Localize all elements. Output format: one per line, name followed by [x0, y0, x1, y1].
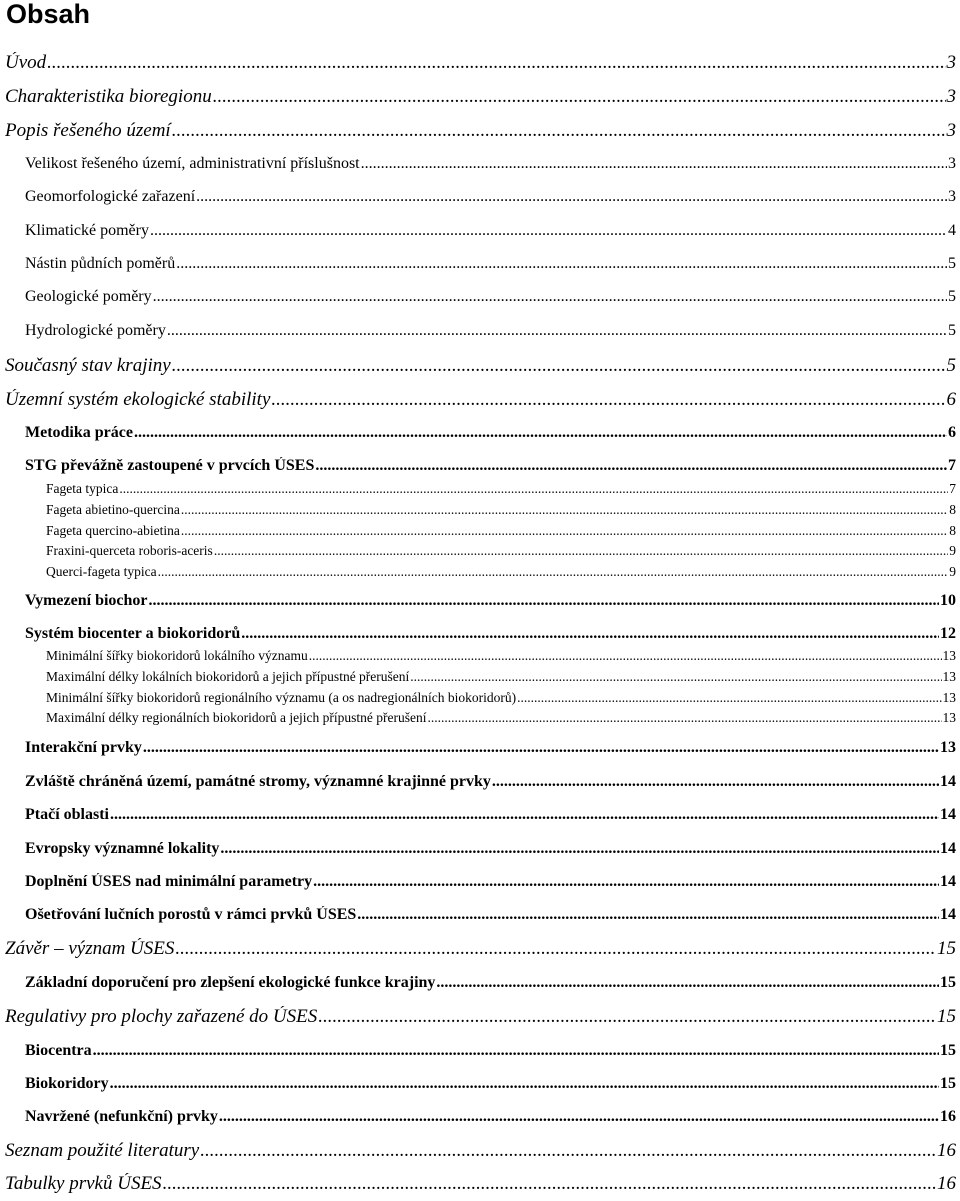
- toc-entry-page: 7: [949, 481, 956, 496]
- toc-entry-page: 5: [948, 288, 956, 305]
- toc-entry-page: 13: [942, 669, 956, 684]
- toc-entry-title: Velikost řešeného území, administrativní příslušnost: [25, 155, 360, 172]
- toc-entry-title: Popis řešeného území: [5, 120, 171, 141]
- toc-entry-title: Evropsky významné lokality: [25, 840, 220, 857]
- toc-entry-interakcni-prvky[interactable]: [25, 739, 956, 757]
- dot-leader: [196, 188, 947, 206]
- toc-entry-title: Územní systém ekologické stability: [5, 389, 271, 410]
- toc-entry-page: 10: [940, 592, 956, 609]
- toc-entry-doplneni-uses[interactable]: [25, 873, 956, 891]
- toc-entry-title: Zvláště chráněná území, památné stromy, významné krajinné prvky: [25, 773, 491, 790]
- toc-entry-page: 4: [948, 222, 956, 239]
- toc-entry-soucasny-stav-krajiny[interactable]: [5, 355, 956, 377]
- toc-entry-page: 5: [948, 255, 956, 272]
- toc-entry-page: 13: [942, 648, 956, 663]
- dot-leader: [150, 222, 947, 240]
- toc-entry-fageta-typica[interactable]: [46, 481, 956, 497]
- toc-entry-title: Minimální šířky biokoridorů regionálního významu (a os nadregionálních biokoridorů): [46, 690, 517, 705]
- toc-entry-min-sirky-lokalni[interactable]: [46, 648, 956, 664]
- toc-entry-zaver[interactable]: [5, 938, 956, 960]
- toc-entry-title: Ptačí oblasti: [25, 806, 109, 823]
- toc-entry-title: Hydrologické poměry: [25, 322, 166, 339]
- toc-entry-uvod[interactable]: [5, 52, 956, 74]
- toc-entry-metodika-prace[interactable]: [25, 424, 956, 442]
- toc-entry-page: 16: [937, 1140, 956, 1161]
- toc-entry-title: Seznam použité literatury: [5, 1140, 200, 1161]
- toc-entry-stg[interactable]: [25, 457, 956, 475]
- dot-leader: [167, 322, 947, 340]
- toc-entry-fageta-abietino-quercina[interactable]: [46, 502, 956, 518]
- dot-leader: [213, 86, 946, 108]
- toc-entry-uzemni-system[interactable]: [5, 389, 956, 411]
- toc-entry-geologicke-pomery[interactable]: [25, 288, 956, 306]
- dot-leader: [181, 502, 948, 518]
- toc-entry-page: 14: [940, 806, 956, 823]
- dot-leader: [313, 873, 939, 891]
- dot-leader: [47, 52, 945, 74]
- dot-leader: [172, 120, 946, 142]
- dot-leader: [220, 840, 939, 858]
- toc-entry-title: Querci-fageta typica: [46, 564, 157, 579]
- dot-leader: [315, 457, 947, 475]
- dot-leader: [214, 543, 948, 559]
- toc-entry-title: Interakční prvky: [25, 739, 142, 756]
- toc-entry-max-delky-regionalni[interactable]: [46, 710, 956, 726]
- toc-entry-page: 14: [940, 840, 956, 857]
- toc-entry-page: 8: [949, 502, 956, 517]
- toc-entry-tabulky-prvku[interactable]: [5, 1173, 956, 1195]
- dot-leader: [176, 255, 947, 273]
- toc-entry-page: 13: [940, 739, 956, 756]
- toc-entry-page: 13: [942, 690, 956, 705]
- toc-entry-biocentra[interactable]: [25, 1042, 956, 1060]
- dot-leader: [517, 690, 941, 706]
- dot-leader: [200, 1140, 936, 1162]
- toc-entry-page: 15: [940, 1075, 956, 1092]
- toc-entry-title: Geologické poměry: [25, 288, 152, 305]
- dot-leader: [241, 625, 939, 643]
- toc-entry-geomorfologicke-zarazeni[interactable]: [25, 188, 956, 206]
- toc-entry-system-biocenter[interactable]: [25, 625, 956, 643]
- dot-leader: [119, 481, 948, 497]
- toc-entry-title: Úvod: [5, 52, 47, 73]
- toc-entry-title: Fageta typica: [46, 481, 119, 496]
- toc-entry-page: 3: [946, 52, 956, 73]
- toc-entry-page: 15: [940, 1042, 956, 1059]
- dot-leader: [175, 938, 936, 960]
- toc-entry-querci-fageta[interactable]: [46, 564, 956, 580]
- toc-entry-nastin-pudnich-pomeru[interactable]: [25, 255, 956, 273]
- toc-entry-page: 3: [946, 86, 956, 107]
- toc-entry-zakladni-doporuceni[interactable]: [25, 974, 956, 992]
- toc-entry-zvlaste-chranena-uzemi[interactable]: [25, 773, 956, 791]
- dot-leader: [271, 389, 945, 411]
- dot-leader: [134, 424, 947, 442]
- dot-leader: [163, 1173, 936, 1195]
- toc-entry-fraxini-querceta[interactable]: [46, 543, 956, 559]
- toc-entry-page: 8: [949, 523, 956, 538]
- toc-entry-title: Maximální délky regionálních biokoridorů a jejich přípustné přerušení: [46, 710, 427, 725]
- toc-entry-page: 14: [940, 906, 956, 923]
- toc-entry-page: 15: [940, 974, 956, 991]
- toc-entry-title: Současný stav krajiny: [5, 355, 171, 376]
- toc-entry-page: 5: [946, 355, 956, 376]
- toc-entry-title: Minimální šířky biokoridorů lokálního významu: [46, 648, 308, 663]
- dot-leader: [361, 155, 947, 173]
- toc-entry-title: Fraxini-querceta roboris-aceris: [46, 543, 213, 558]
- toc-entry-page: 16: [940, 1108, 956, 1125]
- dot-leader: [309, 648, 942, 664]
- toc-entry-title: Doplnění ÚSES nad minimální parametry: [25, 873, 313, 890]
- toc-entry-page: 15: [937, 938, 956, 959]
- dot-leader: [410, 669, 941, 685]
- toc-entry-title: Nástin půdních poměrů: [25, 255, 176, 272]
- toc-entry-title: Základní doporučení pro zlepšení ekologické funkce krajiny: [25, 974, 436, 991]
- dot-leader: [357, 906, 939, 924]
- toc-entry-hydrologicke-pomery[interactable]: [25, 322, 956, 340]
- toc-entry-page: 6: [948, 424, 956, 441]
- toc-entry-page: 15: [937, 1006, 956, 1027]
- toc-entry-evropsky-vyznamne-lokality[interactable]: [25, 840, 956, 858]
- dot-leader: [428, 710, 942, 726]
- dot-leader: [149, 592, 939, 610]
- toc-entry-title: Systém biocenter a biokoridorů: [25, 625, 241, 642]
- dot-leader: [153, 288, 947, 306]
- toc-entry-popis-reseneho-uzemi[interactable]: [5, 120, 956, 142]
- dot-leader: [172, 355, 946, 377]
- dot-leader: [436, 974, 939, 992]
- dot-leader: [219, 1108, 939, 1126]
- toc-entry-title: Ošetřování lučních porostů v rámci prvků ÚSES: [25, 906, 357, 923]
- toc-entry-title: Metodika práce: [25, 424, 133, 441]
- page-title: Obsah: [6, 0, 91, 29]
- dot-leader: [158, 564, 949, 580]
- toc-entry-max-delky-lokalni[interactable]: [46, 669, 956, 685]
- toc-entry-title: Charakteristika bioregionu: [5, 86, 212, 107]
- toc-entry-title: STG převážně zastoupené v prvcích ÚSES: [25, 457, 315, 474]
- toc-entry-page: 16: [937, 1173, 956, 1194]
- toc-entry-page: 14: [940, 773, 956, 790]
- toc-entry-page: 3: [948, 155, 956, 172]
- toc-entry-title: Fageta abietino-quercina: [46, 502, 180, 517]
- toc-entry-vymezeni-biochor[interactable]: [25, 592, 956, 610]
- toc-entry-page: 13: [942, 710, 956, 725]
- toc-entry-velikost-uzemi[interactable]: [25, 155, 956, 173]
- toc-entry-title: Klimatické poměry: [25, 222, 149, 239]
- toc-entry-page: 9: [949, 543, 956, 558]
- toc-entry-title: Navržené (nefunkční) prvky: [25, 1108, 218, 1125]
- toc-entry-klimaticke-pomery[interactable]: [25, 222, 956, 240]
- toc-entry-title: Regulativy pro plochy zařazené do ÚSES: [5, 1006, 318, 1027]
- dot-leader: [93, 1042, 939, 1060]
- toc-entry-page: 12: [940, 625, 956, 642]
- dot-leader: [181, 523, 948, 539]
- dot-leader: [110, 1075, 939, 1093]
- toc-entry-osetrovani-lucnich-porostu[interactable]: [25, 906, 956, 924]
- toc-entry-page: 9: [949, 564, 956, 579]
- toc-entry-biokoridory[interactable]: [25, 1075, 956, 1093]
- toc-entry-page: 6: [946, 389, 956, 410]
- toc-entry-page: 3: [948, 188, 956, 205]
- toc-entry-seznam-literatury[interactable]: [5, 1140, 956, 1162]
- toc-entry-navrzene-prvky[interactable]: [25, 1108, 956, 1126]
- toc-entry-charakteristika-bioregionu[interactable]: [5, 86, 956, 108]
- dot-leader: [110, 806, 939, 824]
- toc-entry-title: Maximální délky lokálních biokoridorů a jejich přípustné přerušení: [46, 669, 410, 684]
- dot-leader: [492, 773, 939, 791]
- toc-entry-title: Geomorfologické zařazení: [25, 188, 196, 205]
- toc-entry-title: Vymezení biochor: [25, 592, 148, 609]
- toc-entry-min-sirky-regionalni[interactable]: [46, 690, 956, 706]
- dot-leader: [143, 739, 939, 757]
- toc-entry-title: Biokoridory: [25, 1075, 109, 1092]
- toc-entry-regulativy[interactable]: [5, 1006, 956, 1028]
- toc-entry-page: 14: [940, 873, 956, 890]
- toc-entry-page: 7: [948, 457, 956, 474]
- toc-entry-page: 5: [948, 322, 956, 339]
- toc-entry-fageta-quercino-abietina[interactable]: [46, 523, 956, 539]
- toc-entry-title: Biocentra: [25, 1042, 92, 1059]
- toc-entry-title: Fageta quercino-abietina: [46, 523, 180, 538]
- toc-entry-ptaci-oblasti[interactable]: [25, 806, 956, 824]
- toc-entry-page: 3: [946, 120, 956, 141]
- dot-leader: [318, 1006, 936, 1028]
- toc-entry-title: Tabulky prvků ÚSES: [5, 1173, 162, 1194]
- toc-entry-title: Závěr – význam ÚSES: [5, 938, 175, 959]
